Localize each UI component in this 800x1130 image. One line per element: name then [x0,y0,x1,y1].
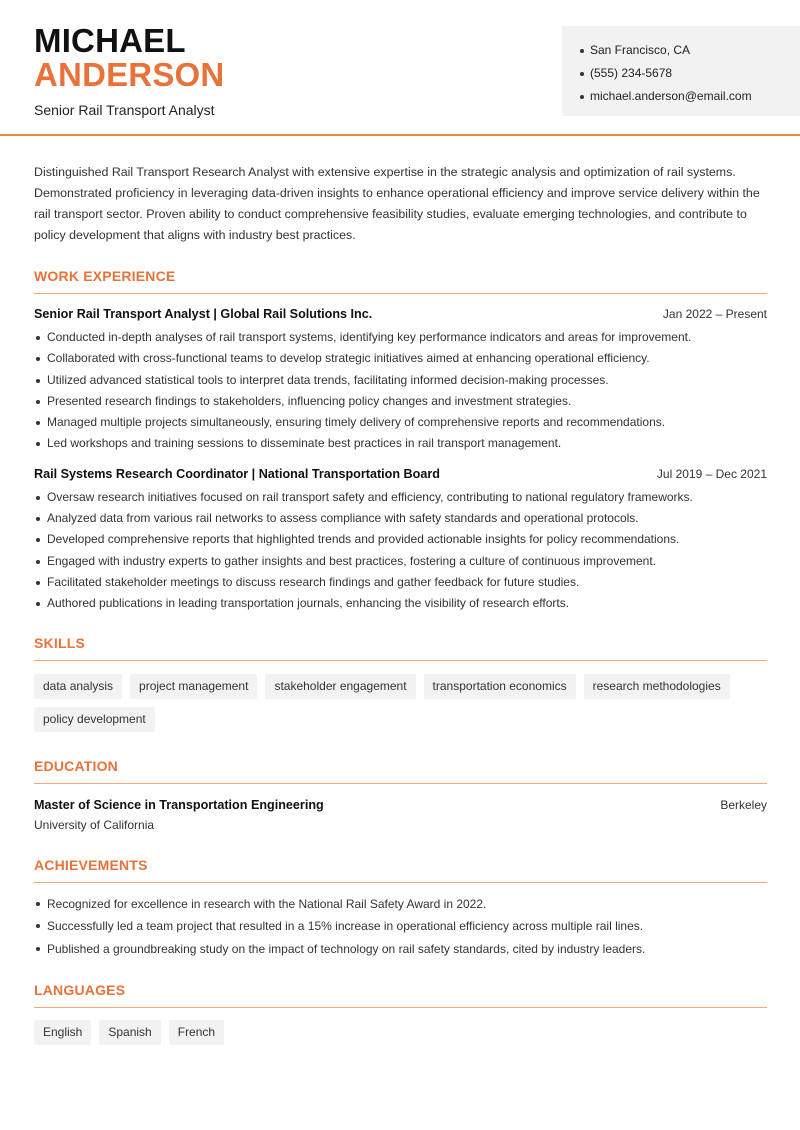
skill-chip: stakeholder engagement [265,674,415,699]
job-header [34,467,767,481]
education-section [34,758,767,832]
list-item: Recognized for excellence in research with the National Rail Safety Award in 2022. [34,893,767,916]
first-name: MICHAEL [34,22,186,59]
list-item: Managed multiple projects simultaneously, ensuring timely delivery of comprehensive reports and recommendations. [34,412,767,433]
list-item: Collaborated with cross-functional teams to develop strategic initiatives aimed at enhancing operational efficiency. [34,348,767,369]
section-title-achievements: ACHIEVEMENTS [34,857,767,883]
languages-section [34,982,767,1045]
language-chip: French [169,1020,224,1045]
language-chip: Spanish [99,1020,160,1045]
job-role: Rail Systems Research Coordinator | National Transportation Board [34,466,440,481]
list-item: Authored publications in leading transportation journals, enhancing the visibility of research efforts. [34,593,767,614]
job-entry [34,307,767,455]
section-title-skills: SKILLS [34,635,767,661]
job-entry [34,467,767,615]
section-title-education: EDUCATION [34,758,767,784]
skill-chip: data analysis [34,674,122,699]
education-school: University of California [34,817,155,832]
achievements-list [34,893,767,961]
education-header [34,798,767,812]
job-role: Senior Rail Transport Analyst | Global Rail Solutions Inc. [34,307,373,321]
list-item: Utilized advanced statistical tools to interpret data trends, facilitating informed decision-making processes. [34,370,767,391]
achievements-section [34,857,767,961]
list-item: Published a groundbreaking study on the impact of technology on rail safety standards, cited by industry leaders. [34,938,767,961]
job-dates: Jan 2022 – Present [662,307,767,321]
contact-box [562,26,800,116]
skills-section [34,635,767,732]
list-item: Presented research findings to stakeholders, influencing policy changes and investment strategies. [34,391,767,412]
resume-header [0,0,800,136]
education-location: Berkeley [720,797,767,812]
education-degree: Master of Science in Transportation Engineering [34,797,324,812]
list-item: Developed comprehensive reports that highlighted trends and provided actionable insights for policy recommendations. [34,529,767,550]
job-bullets [34,487,767,615]
summary: Distinguished Rail Transport Research Analyst with extensive expertise in the strategic analysis and optimization of rail systems. Demonstrated proficiency in leveraging data-driven insights to enhance operational efficiency and improve service delivery within the rail transport sector. Proven ability to conduct comprehensive feasibility studies, evaluate emerging technologies, and contribute to policy development that aligns with industry best practices. [34,165,760,242]
skill-chip: policy development [34,707,155,732]
resume-body [34,162,767,1045]
job-title: Senior Rail Transport Analyst [34,102,215,118]
contact-email: michael.anderson@email.com [580,85,784,108]
languages-list [34,1020,767,1045]
section-title-work: WORK EXPERIENCE [34,268,767,294]
list-item: Led workshops and training sessions to disseminate best practices in rail transport management. [34,433,767,454]
list-item: Successfully led a team project that resulted in a 15% increase in operational efficiency across multiple rail lines. [34,915,767,938]
job-dates: Jul 2019 – Dec 2021 [656,466,767,481]
skills-list [34,674,767,732]
job-header [34,307,767,321]
contact-phone: (555) 234-5678 [580,62,784,85]
section-title-languages: LANGUAGES [34,982,767,1008]
list-item: Engaged with industry experts to gather insights and best practices, fostering a culture of continuous improvement. [34,551,767,572]
skill-chip: project management [130,674,257,699]
list-item: Facilitated stakeholder meetings to discuss research findings and gather feedback for future studies. [34,572,767,593]
work-section [34,268,767,615]
job-bullets [34,327,767,455]
language-chip: English [34,1020,91,1045]
skill-chip: research methodologies [584,674,730,699]
name-block [34,24,224,118]
education-entry [34,798,767,832]
skill-chip: transportation economics [424,674,576,699]
list-item: Analyzed data from various rail networks to assess compliance with safety standards and operational protocols. [34,508,767,529]
list-item: Oversaw research initiatives focused on rail transport safety and efficiency, contributing to national regulatory frameworks. [34,487,767,508]
contact-location: San Francisco, CA [580,39,784,62]
list-item: Conducted in-depth analyses of rail transport systems, identifying key performance indicators and areas for improvement. [34,327,767,348]
last-name: ANDERSON [34,56,225,93]
